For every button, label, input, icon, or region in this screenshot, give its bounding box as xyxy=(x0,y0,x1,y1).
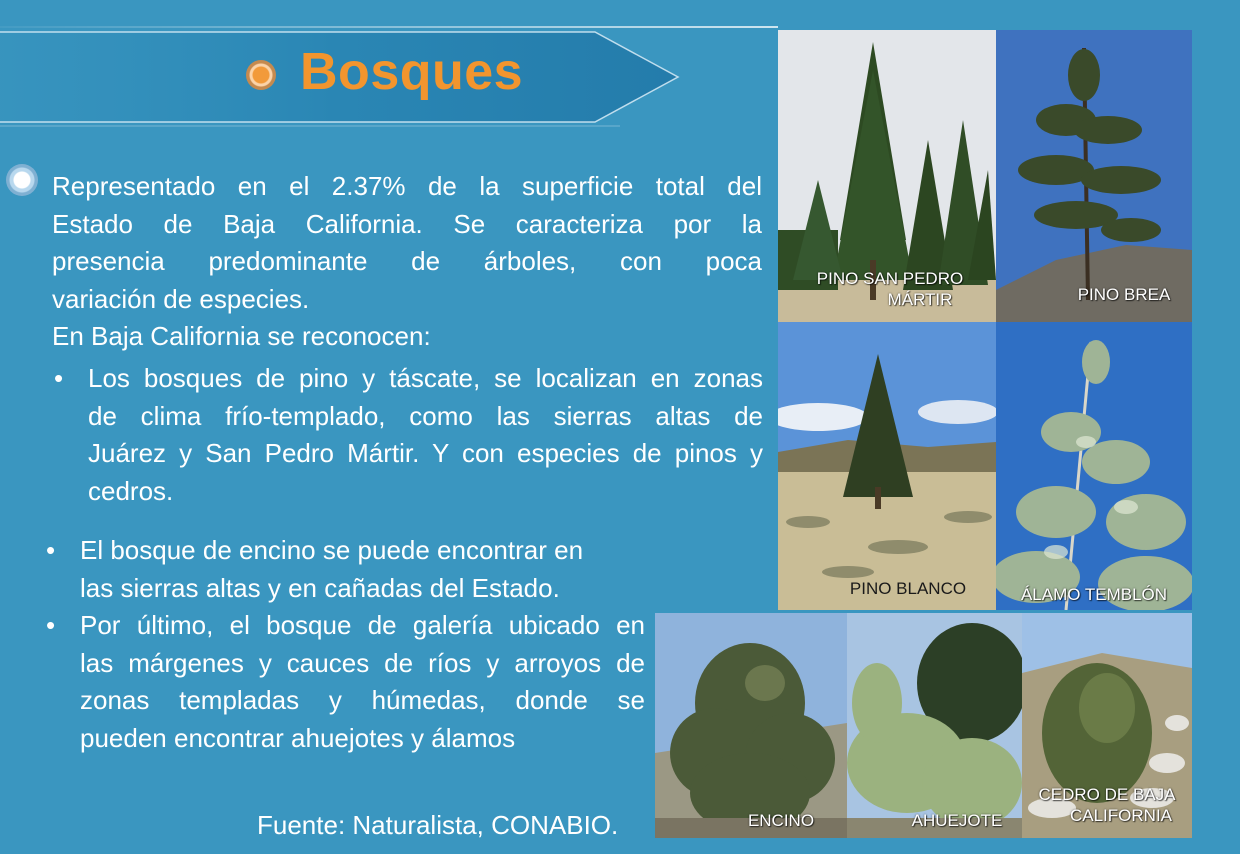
photo-caption: PINO BREA xyxy=(1077,285,1171,304)
bullet-icon: • xyxy=(46,610,56,640)
photo-caption: ÁLAMO TEMBLÓN xyxy=(1020,585,1168,604)
intro-line: Estado de Baja California. Se caracteriza por la xyxy=(52,208,762,239)
list-item-line: de clima frío-templado, como las sierras altas de xyxy=(88,400,763,431)
list-item-line: pueden encontrar ahuejotes y álamos xyxy=(80,722,516,753)
forest-type-list-primary xyxy=(54,360,763,510)
caption-line: CEDRO DE BAJA xyxy=(1038,785,1176,804)
list-item-line: las márgenes y cauces de ríos y arroyos de xyxy=(80,647,645,678)
photo-encino xyxy=(655,613,847,838)
list-item-line: El bosque de encino se puede encontrar en xyxy=(80,535,584,565)
bullet-icon: • xyxy=(54,363,64,393)
intro-subhead: En Baja California se reconocen: xyxy=(52,321,431,351)
source-citation: Fuente: Naturalista, CONABIO. xyxy=(257,810,619,840)
photo-caption: AHUEJOTE xyxy=(911,811,1003,830)
photo-caption: ENCINO xyxy=(747,811,815,830)
list-item-line: Juárez y San Pedro Mártir. Y con especies de pinos y xyxy=(88,438,763,468)
bullet-icon: • xyxy=(46,535,56,565)
forest-type-list-secondary xyxy=(46,532,645,757)
list-item xyxy=(54,360,763,510)
willow-tree-illustration xyxy=(847,613,1022,838)
lone-pine-illustration xyxy=(778,322,996,610)
photo-ahuejote xyxy=(847,613,1022,838)
list-item xyxy=(46,607,645,757)
top-divider-line xyxy=(0,26,778,28)
photo-pino-san-pedro-martir xyxy=(778,30,996,322)
photo-pino-brea xyxy=(996,30,1192,322)
list-item-line: cedros. xyxy=(88,475,174,506)
list-item-line: Los bosques de pino y táscate, se localizan en zonas xyxy=(88,363,763,393)
list-item-line: Por último, el bosque de galería ubicado en xyxy=(80,610,645,640)
intro-paragraph xyxy=(52,168,762,356)
intro-line: Representado en el 2.37% de la superficie total del xyxy=(52,171,762,201)
oak-tree-illustration xyxy=(655,613,847,838)
photo-alamo-temblon xyxy=(996,322,1192,610)
aspen-tree-illustration xyxy=(996,322,1192,610)
intro-line: variación de especies. xyxy=(52,283,310,314)
photo-caption xyxy=(802,268,978,310)
list-item-line: zonas templadas y húmedas, donde se xyxy=(80,685,645,715)
photo-caption: PINO BLANCO xyxy=(849,579,967,598)
photo-pino-blanco xyxy=(778,322,996,610)
pine-tree-illustration xyxy=(996,30,1192,322)
paragraph-bullet-icon xyxy=(6,164,38,196)
intro-line: presencia predominante de árboles, con poca xyxy=(52,246,762,276)
title-bullet-icon xyxy=(246,60,276,90)
caption-line: PINO SAN PEDRO xyxy=(816,269,964,288)
caption-line: MÁRTIR xyxy=(887,290,953,309)
photo-caption xyxy=(1022,784,1192,826)
caption-line: CALIFORNIA xyxy=(1069,806,1173,825)
photo-cedro-baja-california xyxy=(1022,613,1192,838)
page-title: Bosques xyxy=(300,43,524,101)
list-item xyxy=(46,532,645,607)
list-item-line: las sierras altas y en cañadas del Estado. xyxy=(80,572,560,603)
